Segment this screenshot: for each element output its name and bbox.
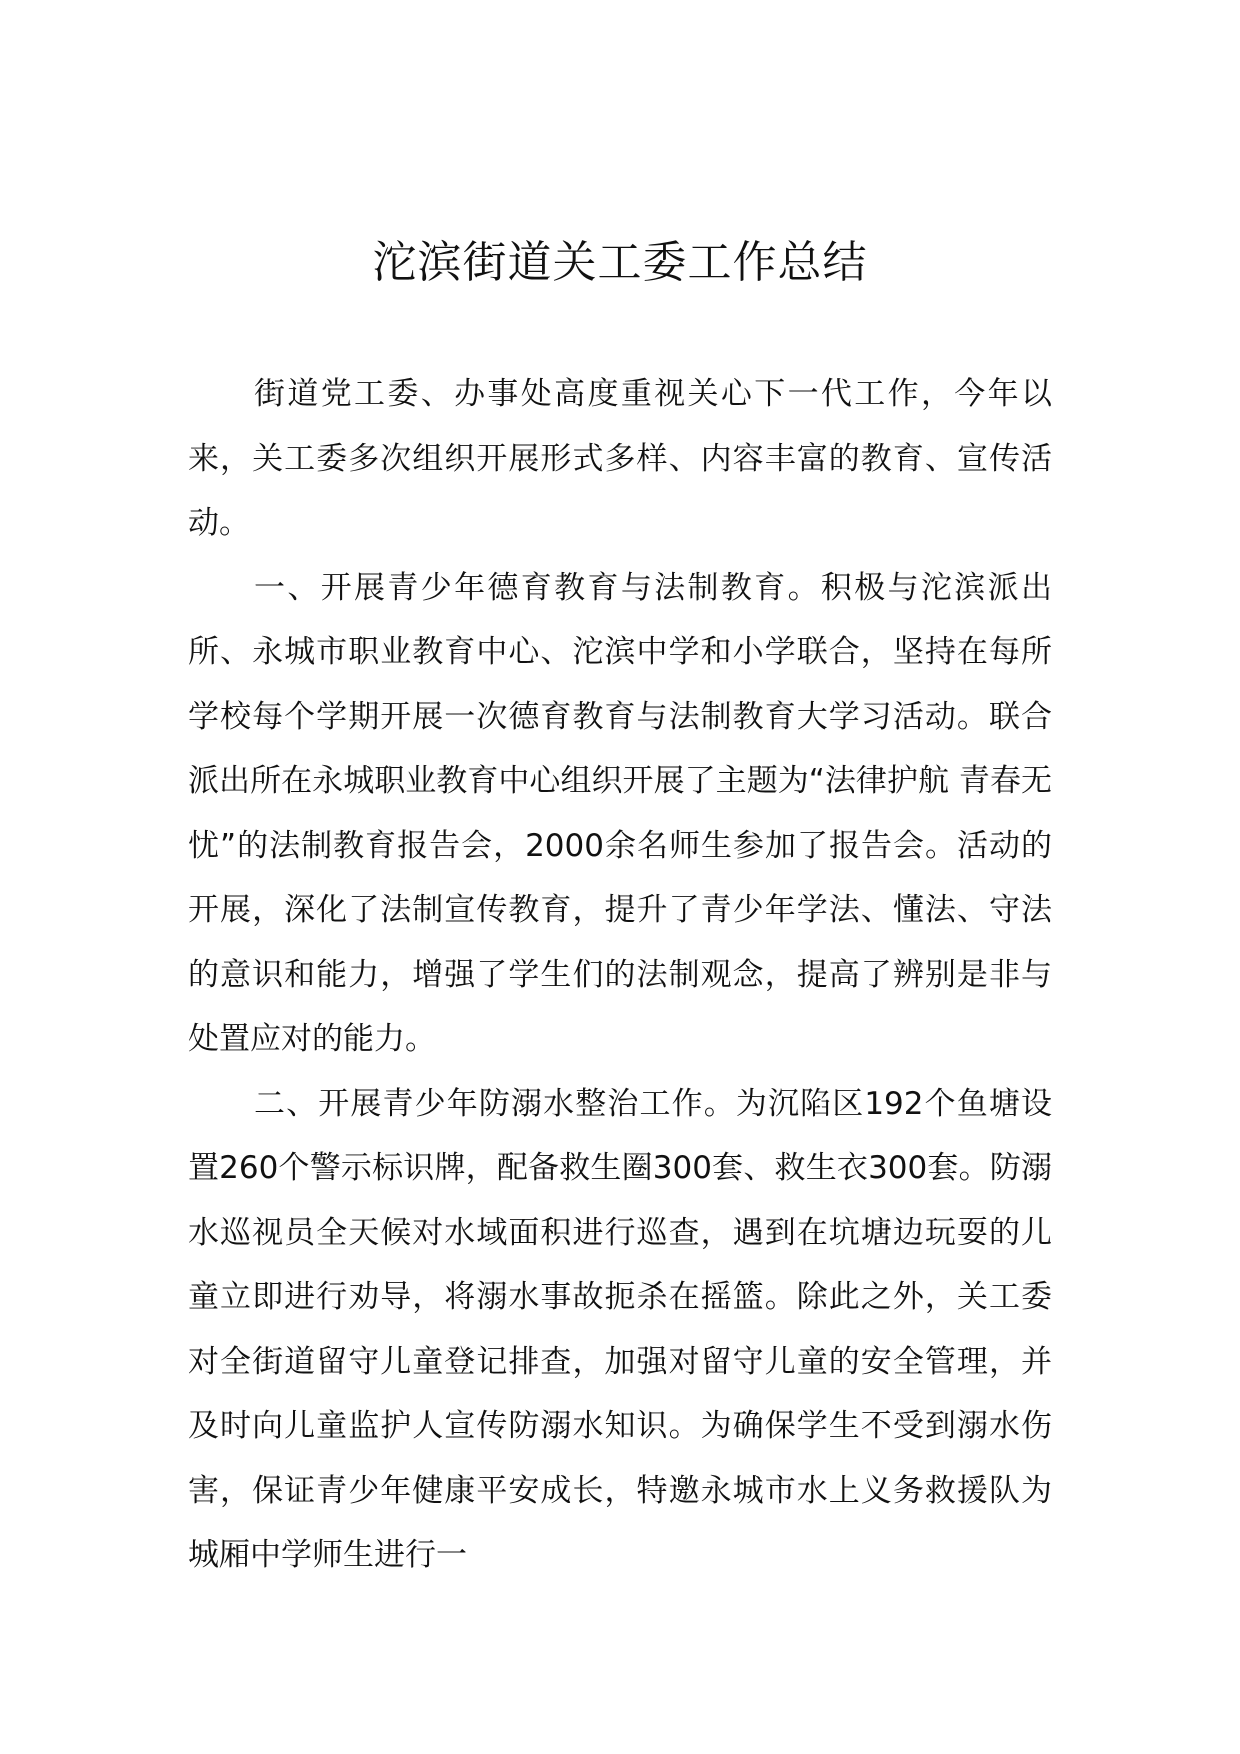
document-body [188,362,1052,1588]
paragraph-section-one: 一、开展青少年德育教育与法制教育。积极与沱滨派出所、永城市职业教育中心、沱滨中学和小学联合，坚持在每所学校每个学期开展一次德育教育与法制教育大学习活动。联合派出所在永城职业教育中心组织开展了主题为“法律护航 青春无忧”的法制教育报告会，2000余名师生参加了报告会。活动的开展，深化了法制宣传教育，提升了青少年学法、懂法、守法的意识和能力，增强了学生们的法制观念，提高了辨别是非与处置应对的能力。 [188,569,1052,1057]
paragraph-intro: 街道党工委、办事处高度重视关心下一代工作，今年以来，关工委多次组织开展形式多样、内容丰富的教育、宣传活动。 [188,376,1052,541]
paragraph-section-two: 二、开展青少年防溺水整治工作。为沉陷区192个鱼塘设置260个警示标识牌，配备救生圈300套、救生衣300套。防溺水巡视员全天候对水域面积进行巡查，遇到在坑塘边玩耍的儿童立即进行劝导，将溺水事故扼杀在摇篮。除此之外，关工委对全街道留守儿童登记排查，加强对留守儿童的安全管理，并及时向儿童监护人宣传防溺水知识。为确保学生不受到溺水伤害，保证青少年健康平安成长，特邀永城市水上义务救援队为城厢中学师生进行一 [188,1085,1052,1573]
document-title: 沱滨街道关工委工作总结 [372,237,868,288]
